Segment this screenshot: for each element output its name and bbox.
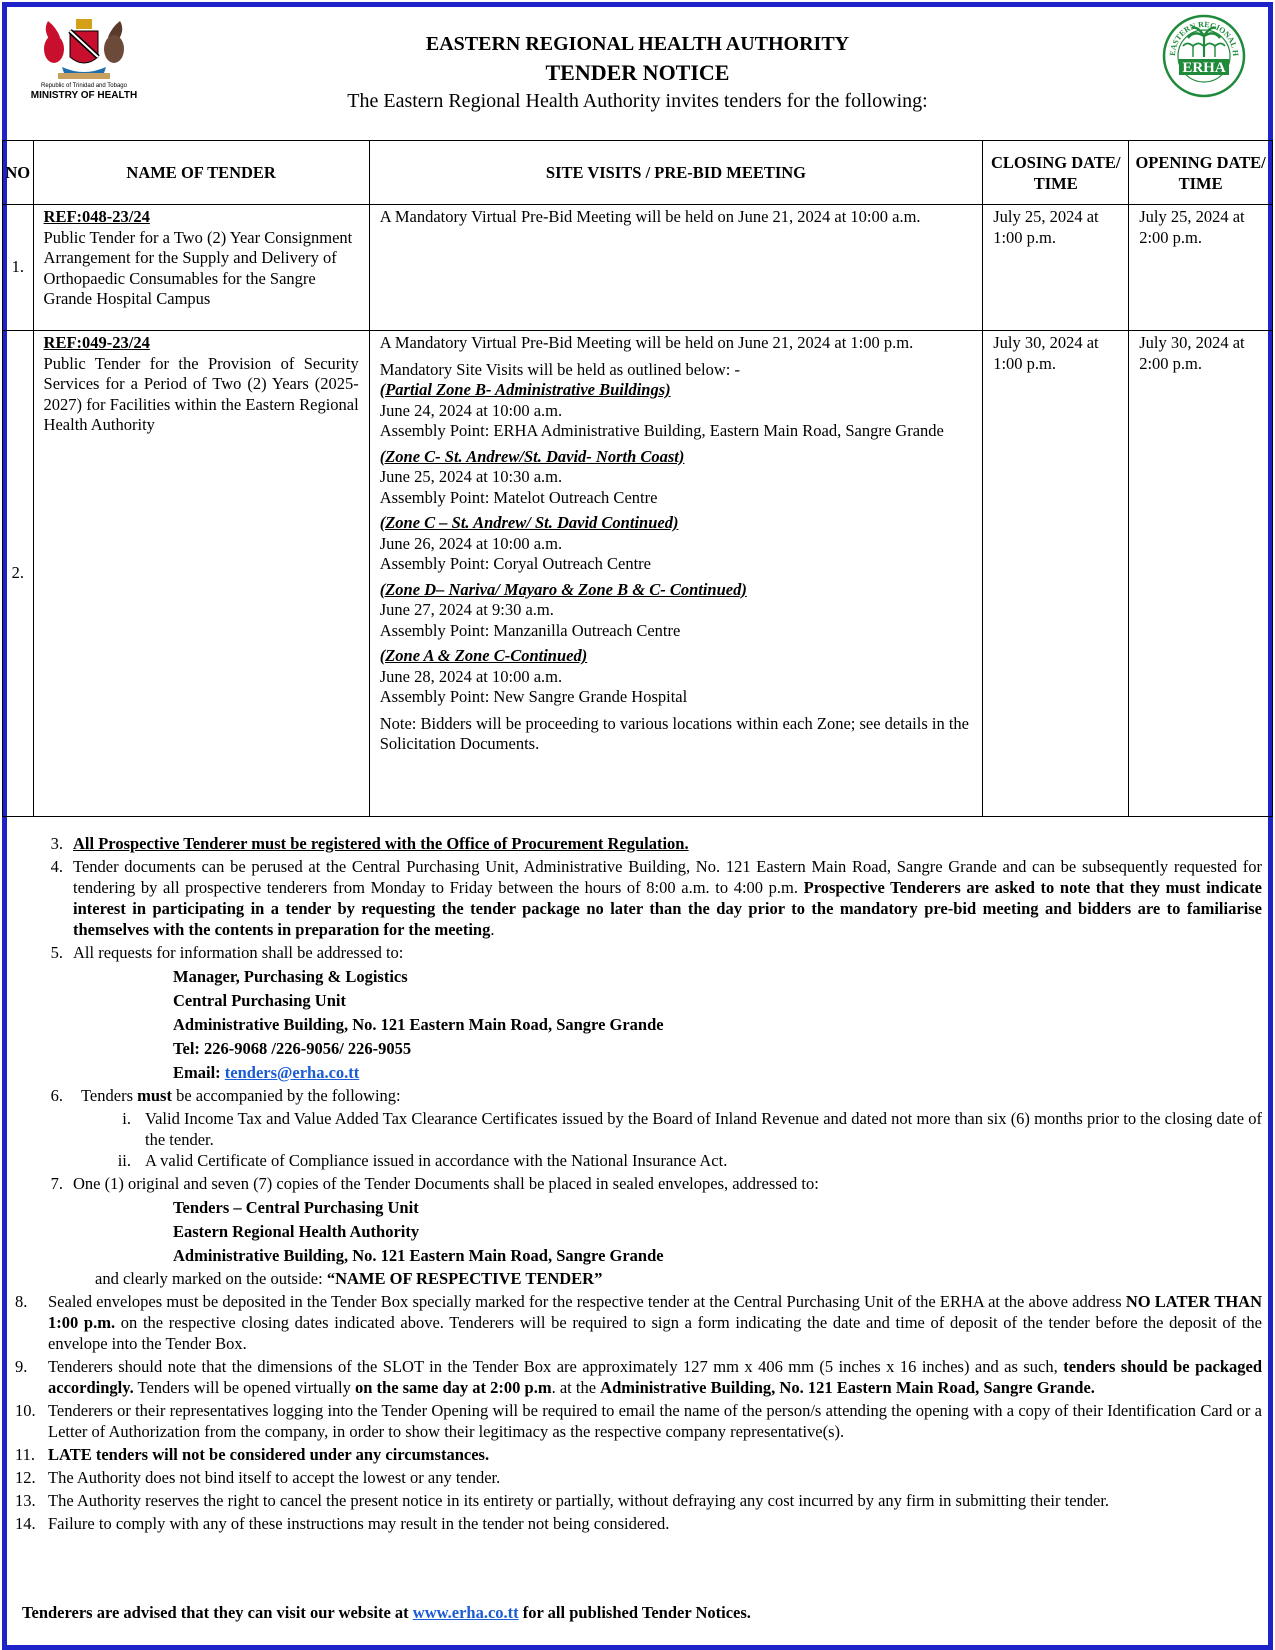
address-line: Tel: 226-9068 /226-9056/ 226-9055 [173, 1039, 412, 1058]
note-text: Tenderers or their representatives logging into the Tender Opening will be required to email the name of the person/s attending the opening with a copy of their Identification Card or a Letter of Authorization from the company, in order to show their legitimacy as the respective company representative(s). [48, 1401, 1262, 1441]
email-line [173, 1061, 1270, 1085]
page-frame [2, 2, 1273, 1650]
email-link[interactable]: tenders@erha.co.tt [224, 1063, 360, 1082]
notes-list [15, 833, 1270, 1536]
zone-title: (Zone D– Nariva/ Mayaro & Zone B & C- Continued) [379, 579, 747, 599]
address-line: Administrative Building, No. 121 Eastern Main Road, Sangre Grande [173, 1015, 664, 1034]
submission-address [15, 1196, 1270, 1268]
note-text: Failure to comply with any of these instructions may result in the tender not being considered. [48, 1514, 670, 1533]
address-line: Tenders – Central Purchasing Unit [173, 1198, 419, 1217]
note-item [15, 1400, 1270, 1442]
tender-ref: REF:048-23/24 [43, 207, 150, 226]
note-text: The Authority reserves the right to cancel the present notice in its entirety or partially, without defraying any cost incurred by any firm in submitting their tender. [48, 1491, 1110, 1510]
note-number: 14. [15, 1514, 36, 1533]
tender-table [2, 140, 1273, 817]
note-text-part: Sealed envelopes must be deposited in the Tender Box specially marked for the respective tender at the Central Purchasing Unit of the ERHA at the above address [48, 1292, 1126, 1311]
sub-item-text: Valid Income Tax and Value Added Tax Clearance Certificates issued by the Board of Inland Revenue and dated not more than six (6) months prior to the closing date of the tender. [145, 1109, 1262, 1149]
sub-item-number: ii. [117, 1151, 131, 1170]
note-bold-part: Prospective Tenderers are asked to note that they must indicate interest in participating in a tender by requesting the tender package no later than the day prior to the mandatory pre-bid meeting and bidders are to familiarise themselves with the contents in preparation for the meeting [73, 878, 1262, 939]
address-line: Eastern Regional Health Authority [173, 1222, 420, 1241]
note-bold-part: Administrative Building, No. 121 Eastern Main Road, Sangre Grande. [600, 1378, 1095, 1397]
closing-cell: July 25, 2024 at 1:00 p.m. [983, 205, 1129, 331]
note-text [73, 1085, 1270, 1106]
site-visit-cell [369, 331, 982, 817]
note-number: 6. [50, 1086, 63, 1105]
notice-header [7, 7, 1268, 135]
zone-date: June 24, 2024 at 10:00 a.m. [379, 400, 563, 420]
note-text [48, 1291, 1270, 1354]
zone-date: June 27, 2024 at 9:30 a.m. [379, 600, 554, 619]
note-item [15, 1356, 1270, 1398]
website-footer [22, 1603, 751, 1623]
table-header-row [3, 141, 1273, 205]
note-text-part: be accompanied by the following: [171, 1086, 401, 1105]
note-number: 11. [15, 1445, 36, 1464]
zone-assembly: Assembly Point: Manzanilla Outreach Centre [379, 620, 681, 640]
sub-item-text: A valid Certificate of Compliance issued in accordance with the National Insurance Act. [145, 1151, 728, 1170]
row-number: 1. [3, 205, 34, 331]
org-name: EASTERN REGIONAL HEALTH AUTHORITY [425, 33, 850, 55]
col-header-name: NAME OF TENDER [33, 141, 369, 205]
marking-text: and clearly marked on the outside: [95, 1269, 327, 1288]
republic-text: Republic of Trinidad and Tobago [41, 83, 127, 89]
address-line: Administrative Building, No. 121 Eastern Main Road, Sangre Grande [173, 1246, 664, 1265]
note-item [15, 942, 1270, 963]
zone-title: (Zone C – St. Andrew/ St. David Continued) [379, 513, 679, 532]
sub-item-number: i. [122, 1109, 131, 1128]
palm-tree-seal-icon [1161, 13, 1247, 99]
opening-cell: July 25, 2024 at 2:00 p.m. [1129, 205, 1273, 331]
note-text: All Prospective Tenderer must be registered with the Office of Procurement Regulation. [73, 834, 689, 853]
note-text: LATE tenders will not be considered under any circumstances. [48, 1445, 490, 1464]
information-address [15, 965, 1270, 1085]
zone-title: (Partial Zone B- Administrative Buildings) [379, 380, 671, 399]
note-number: 13. [15, 1491, 36, 1510]
note-item [15, 1444, 1270, 1465]
note-number: 8. [15, 1292, 28, 1311]
tender-name-cell [33, 205, 369, 331]
note-item [15, 1513, 1270, 1534]
zone-date: June 26, 2024 at 10:00 a.m. [379, 533, 563, 553]
address-line: Central Purchasing Unit [173, 991, 346, 1010]
note-bold-part: tenders should be packaged accordingly. [48, 1357, 1262, 1397]
note-number: 12. [15, 1468, 36, 1487]
site-note: Note: Bidders will be proceeding to various locations within each Zone; see details in the Solicitation Documents. [379, 713, 969, 753]
note-item [15, 1085, 1270, 1106]
pre-bid-text: A Mandatory Virtual Pre-Bid Meeting will be held on June 21, 2024 at 1:00 p.m. [379, 333, 914, 352]
opening-cell: July 30, 2024 at 2:00 p.m. [1129, 331, 1273, 817]
footer-text: Tenderers are advised that they can visit our website at [22, 1603, 413, 1622]
closing-cell: July 30, 2024 at 1:00 p.m. [983, 331, 1129, 817]
note-bold-part: on the same day at 2:00 p.m [354, 1378, 552, 1397]
note-text: One (1) original and seven (7) copies of the Tender Documents shall be placed in sealed envelopes, addressed to: [73, 1174, 819, 1193]
table-row [3, 205, 1273, 331]
site-visits-intro: Mandatory Site Visits will be held as outlined below: - [379, 359, 741, 379]
note-item [15, 833, 1270, 854]
notice-intro: The Eastern Regional Health Authority invites tenders for the following: [347, 90, 928, 112]
svg-text:EASTERN REGIONAL HEALTH AUTHOR: EASTERN REGIONAL H [1167, 19, 1241, 57]
col-header-closing: CLOSING DATE/ TIME [983, 141, 1129, 205]
email-label: Email: [173, 1063, 225, 1082]
ministry-label: MINISTRY OF HEALTH [30, 90, 138, 101]
zone-assembly: Assembly Point: ERHA Administrative Building, Eastern Main Road, Sangre Grande [379, 421, 944, 440]
note-number: 3. [50, 834, 63, 853]
note-number: 4. [50, 857, 63, 876]
note-number: 7. [50, 1174, 63, 1193]
note-number: 10. [15, 1401, 36, 1420]
note-item [15, 1467, 1270, 1488]
note-text-part: on the respective closing dates indicated above. Tenderers will be required to sign a form indicating the date and time of deposit of the tender before the deposit of the envelope into the Tender Box. [48, 1313, 1262, 1353]
zone-date: June 28, 2024 at 10:00 a.m. [379, 666, 563, 686]
note-text [73, 856, 1270, 940]
table-row [3, 331, 1273, 817]
note-text-part: Tenders will be opened virtually [133, 1378, 355, 1397]
zone-title: (Zone A & Zone C-Continued) [379, 646, 588, 665]
note-bold-part: NO LATER THAN 1:00 p.m. [48, 1292, 1262, 1332]
address-line: Manager, Purchasing & Logistics [173, 967, 408, 986]
row-number: 2. [3, 331, 34, 817]
col-header-opening: OPENING DATE/ TIME [1129, 141, 1273, 205]
note-item [15, 1490, 1270, 1511]
note-text-part: Tender documents can be perused at the Central Purchasing Unit, Administrative Building, No. 121 Eastern Main Road, Sangre Grande and can be subsequently requested for tendering by all prospective tenderers from Monday to Friday between the hours of 8:00 a.m. to 4:00 p.m. [73, 857, 1262, 897]
envelope-marking [15, 1268, 1270, 1289]
zone-title: (Zone C- St. Andrew/St. David- North Coast) [379, 446, 685, 466]
note-bold-part: must [137, 1086, 172, 1105]
note-item [15, 1173, 1270, 1194]
note-text-part: Tenderers should note that the dimensions of the SLOT in the Tender Box are approximately 127 mm x 406 mm (5 inches x 16 inches) and as such, [48, 1357, 1064, 1376]
tender-name-cell [33, 331, 369, 817]
col-header-site: SITE VISITS / PRE-BID MEETING [369, 141, 982, 205]
note-text: All requests for information shall be addressed to: [73, 943, 404, 962]
note-item [15, 1291, 1270, 1354]
note-number: 9. [15, 1357, 28, 1376]
sub-item [85, 1108, 1270, 1150]
pre-bid-text: A Mandatory Virtual Pre-Bid Meeting will be held on June 21, 2024 at 10:00 a.m. [379, 207, 921, 226]
zone-assembly: Assembly Point: Coryal Outreach Centre [379, 554, 652, 573]
note-number: 5. [50, 943, 63, 962]
notice-title: TENDER NOTICE [545, 60, 730, 85]
zone-date: June 25, 2024 at 10:30 a.m. [379, 467, 563, 486]
tender-name: Public Tender for the Provision of Security Services for a Period of Two (2) Years (2025-2027) for Facilities within the Eastern Regional Health Authority [43, 353, 359, 434]
website-link[interactable]: www.erha.co.tt [412, 1603, 519, 1622]
svg-text:ERHA: ERHA [1182, 60, 1226, 76]
note-text-part: . [490, 920, 495, 939]
site-visit-cell [369, 205, 982, 331]
tender-ref: REF:049-23/24 [43, 333, 150, 352]
erha-logo [1161, 13, 1247, 99]
zone-assembly: Assembly Point: Matelot Outreach Centre [379, 487, 658, 507]
note-item [15, 856, 1270, 940]
marking-name: “NAME OF RESPECTIVE TENDER” [326, 1269, 603, 1288]
sub-item [85, 1150, 1270, 1171]
note-text: The Authority does not bind itself to accept the lowest or any tender. [48, 1468, 501, 1487]
note-text-part: Tenders [81, 1086, 138, 1105]
zone-assembly: Assembly Point: New Sangre Grande Hospital [379, 687, 688, 706]
col-header-no: NO [3, 141, 34, 205]
note-text-part: . at the [551, 1378, 601, 1397]
tender-name: Public Tender for a Two (2) Year Consignment Arrangement for the Supply and Delivery of Orthopaedic Consumables for the Sangre Grande Hospital Campus [43, 227, 353, 308]
note-text [48, 1356, 1270, 1398]
footer-text: for all published Tender Notices. [518, 1603, 751, 1622]
